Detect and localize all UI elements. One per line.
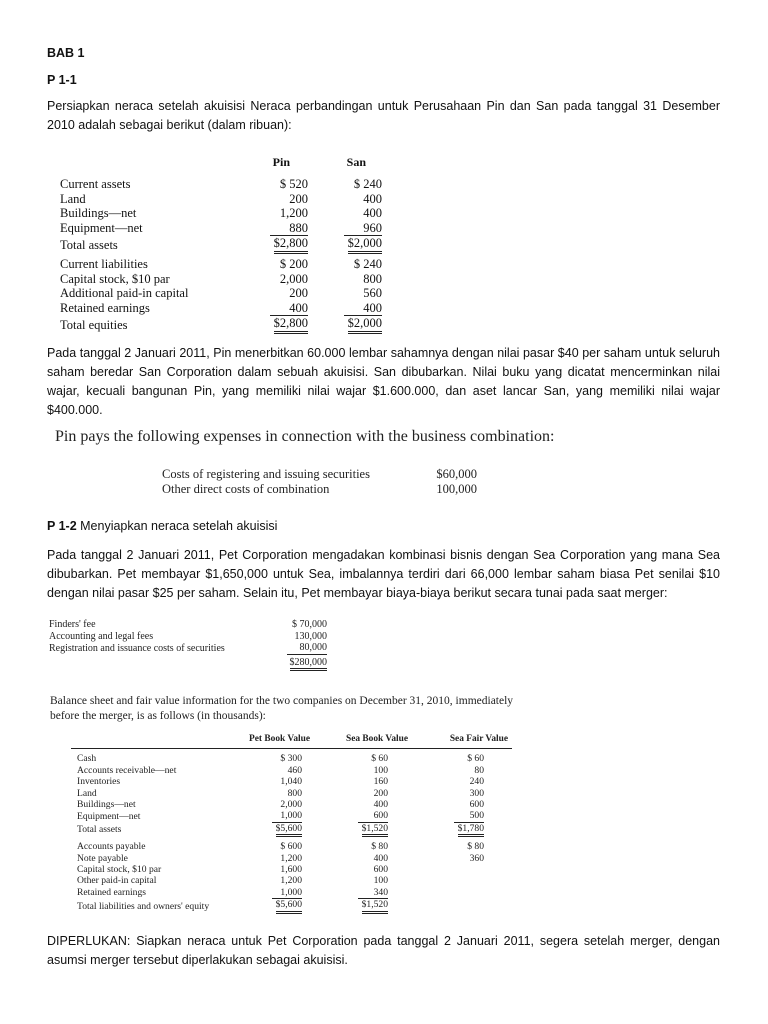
san-value: 400 [363,206,382,221]
row-label: Equipment—net [77,810,141,822]
column-header-pet-book: Pet Book Value [246,734,310,749]
pet-value: 1,200 [280,852,302,864]
pet-value: 1,000 [272,810,302,822]
problem-1-2-number: P 1-2 [47,519,77,533]
table-row [60,272,382,287]
balance-intro-line-1: Balance sheet and fair value information for the two companies on December 31, 2010, immediately [50,695,514,707]
pin-san-balance-table [60,155,382,334]
cost-label: Finders' fee [49,619,96,630]
table-row [60,236,382,254]
cost-value: $ 70,000 [292,619,327,630]
table-row [71,899,512,913]
row-label: Total liabilities and owners' equity [77,900,210,912]
table-row [71,788,512,799]
cost-total: $280,000 [290,657,328,672]
pin-value: $ 200 [279,256,308,271]
sea-book-total: $1,520 [362,823,388,837]
expense-label: Other direct costs of combination [162,482,330,496]
pet-value: $ 300 [280,753,302,765]
problem-1-1-heading: P 1-1 [47,73,77,87]
expenses-table [162,467,477,497]
table-row [60,316,382,334]
sea-book-value: $ 80 [371,841,388,853]
row-label: Additional paid-in capital [60,286,189,301]
table-row [71,841,512,852]
pin-value: 880 [270,221,308,237]
pet-value: 1,000 [272,887,302,899]
sea-book-value: 100 [373,875,388,887]
sea-fair-value: $ 60 [467,753,484,765]
cost-value: 80,000 [287,642,327,655]
table-row [60,301,382,317]
sea-book-total: $1,520 [362,899,388,913]
pet-value: 460 [287,764,302,776]
sea-book-value: 160 [373,776,388,788]
san-value: $ 240 [353,256,382,271]
table-row [60,257,382,272]
row-label: Total equities [60,317,128,332]
sea-book-value: 200 [373,787,388,799]
expenses-intro: Pin pays the following expenses in connection with the business combination: [55,428,555,445]
san-value: 800 [363,271,382,286]
table-row [60,206,382,221]
balance-intro [50,694,513,724]
pin-value: 200 [289,286,308,301]
row-label: Buildings—net [77,799,136,811]
san-value: 960 [344,221,382,237]
cost-value: 130,000 [294,630,327,642]
required-instruction: DIPERLUKAN: Siapkan neraca untuk Pet Corporation pada tanggal 2 Januari 2011, segera setelah merger, dengan asumsi merger tersebut diperlakukan sebagai akuisisi. [47,934,720,967]
expense-label: Costs of registering and issuing securities [162,467,370,481]
table-row [71,765,512,776]
table-row [71,875,512,886]
table-row [71,799,512,810]
san-value: 400 [344,301,382,317]
pet-sea-balance-table [71,734,512,914]
pet-total: $5,600 [276,899,302,913]
row-label: Retained earnings [60,301,150,316]
cost-row [49,655,327,672]
sea-fair-value: 600 [469,799,484,811]
problem-1-2-body: Pada tanggal 2 Januari 2011, Pet Corporation mengadakan kombinasi bisnis dengan Sea Corporation yang mana Sea dibubarkan. Pet membayar $1,650,000 untuk Sea, imbalannya terdiri dari 66,000 lembar saham biasa Pet senilai $10 dengan nilai pasar $25 per saham. Selain itu, Pet membayar biaya-biaya berikut secara tunai pada saat merger: [47,548,720,600]
row-label: Inventories [77,776,121,788]
table-row [71,823,512,837]
column-header-sea-book: Sea Book Value [310,734,408,749]
row-label: Accounts payable [77,841,146,853]
table-row [71,864,512,875]
sea-fair-value: 360 [469,852,484,864]
pin-value: $ 520 [279,177,308,191]
table-row [71,753,512,764]
row-label: Equipment—net [60,221,143,236]
sea-book-value: 600 [358,810,388,822]
column-header-pin: Pin [272,155,290,169]
table-header-row [71,734,512,749]
sea-fair-value: 500 [454,810,484,822]
sea-fair-value: $ 80 [467,841,484,853]
column-header-sea-fair: Sea Fair Value [408,734,512,749]
cost-label: Registration and issuance costs of securities [49,642,225,654]
cost-row [49,642,327,655]
sea-fair-value: 80 [474,764,484,776]
pin-value: 400 [270,301,308,317]
table-row [71,853,512,864]
san-total: $2,000 [348,236,382,254]
problem-1-2-title: Menyiapkan neraca setelah akuisisi [76,519,278,533]
cost-label: Accounting and legal fees [49,630,154,642]
pet-value: $ 600 [280,841,302,853]
row-label: Land [60,191,86,206]
pin-value: 200 [289,191,308,206]
pin-value: 2,000 [279,271,308,286]
column-header-san: San [346,155,366,169]
sea-book-value: 400 [373,852,388,864]
pet-value: 1,200 [280,875,302,887]
san-value: 560 [363,286,382,301]
row-label: Total assets [60,237,118,252]
pet-value: 1,600 [280,864,302,876]
cost-row [49,619,327,631]
sea-fair-value: 300 [469,787,484,799]
table-header-row [60,155,382,171]
pet-total: $5,600 [276,823,302,837]
pin-value: 1,200 [279,206,308,221]
sea-fair-total: $1,780 [458,823,484,837]
row-label: Land [77,787,97,799]
san-value: 400 [363,191,382,206]
table-row [60,177,382,192]
expense-row [162,467,477,482]
pet-value: 2,000 [280,799,302,811]
row-label: Total assets [77,824,122,836]
row-label: Accounts receivable—net [77,764,177,776]
problem-1-1-body: Pada tanggal 2 Januari 2011, Pin menerbitkan 60.000 lembar sahamnya dengan nilai pasar $40 per saham untuk seluruh saham beredar San Corporation dalam sebuah akuisisi. San dibubarkan. Nilai buku yang dicatat mencerminkan nilai wajar, kecuali bangunan Pin, yang memiliki nilai wajar $1.600.000, dan aset lancar San, yang memiliki nilai wajar $400.000. [47,346,720,417]
table-row [60,286,382,301]
row-label: Current assets [60,177,131,191]
pin-total: $2,800 [274,316,308,334]
row-label: Retained earnings [77,887,146,899]
sea-fair-value: 240 [469,776,484,788]
san-value: $ 240 [353,177,382,191]
row-label: Capital stock, $10 par [77,864,162,876]
sea-book-value: 340 [358,887,388,899]
row-label: Buildings—net [60,206,137,221]
table-row [71,810,512,822]
table-row [60,221,382,237]
san-total: $2,000 [348,316,382,334]
row-label: Current liabilities [60,256,148,271]
sea-book-value: 600 [373,864,388,876]
merger-costs-table [49,619,327,671]
table-row [71,776,512,787]
sea-book-value: $ 60 [371,753,388,765]
table-row [60,192,382,207]
table-row [71,887,512,899]
pin-total: $2,800 [274,236,308,254]
expense-value: $60,000 [436,467,477,481]
row-label: Cash [77,753,97,765]
row-label: Note payable [77,852,128,864]
pet-value: 1,040 [280,776,302,788]
sea-book-value: 100 [373,764,388,776]
row-label: Capital stock, $10 par [60,271,170,286]
chapter-heading: BAB 1 [47,46,85,60]
problem-1-2-heading [47,517,277,536]
pet-value: 800 [287,787,302,799]
balance-intro-line-2: before the merger, is as follows (in thousands): [50,710,266,722]
cost-row [49,631,327,643]
sea-book-value: 400 [373,799,388,811]
problem-1-1-intro: Persiapkan neraca setelah akuisisi Neraca perbandingan untuk Perusahaan Pin dan San pada tanggal 31 Desember 2010 adalah sebagai berikut (dalam ribuan): [47,99,720,132]
expense-value: 100,000 [436,482,477,496]
row-label: Other paid-in capital [77,875,157,887]
expense-row [162,482,477,497]
